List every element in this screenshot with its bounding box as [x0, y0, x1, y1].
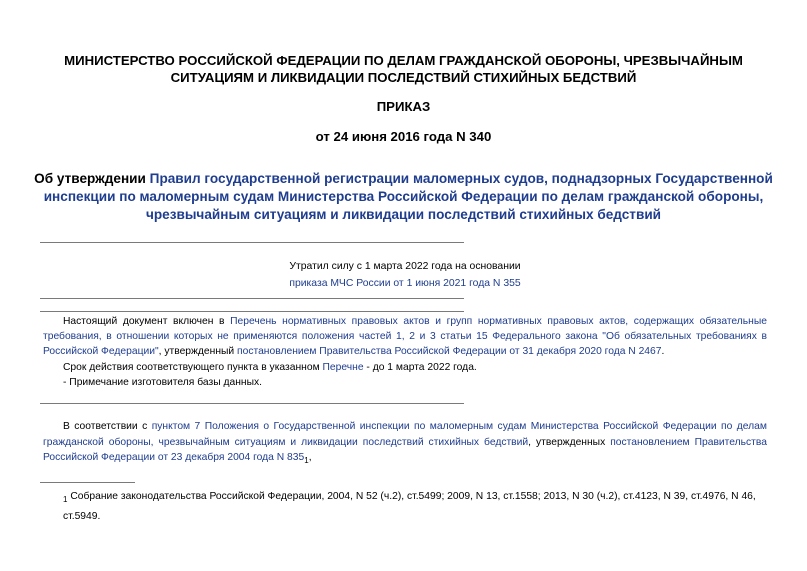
note-link-list[interactable]: Перечень нормативных правовых актов и групп нормативных правовых актов, содержащих обязательные требования, в отношении которых не применяются положения частей 1, 2 и 3 статьи 15 Федерального закона "Об обязательных требованиях в Российской Федерации" — [43, 316, 767, 358]
body-text — [43, 419, 767, 469]
note-paragraph-2 — [43, 360, 767, 375]
title-link-1[interactable]: Правил государственной регистрации маломерных судов, поднадзорных Государственной — [149, 171, 773, 186]
doc-date-number: от 24 июня 2016 года N 340 — [315, 129, 492, 144]
divider — [40, 298, 464, 299]
footnote-text: Собрание законодательства Российской Федерации, 2004, N 52 (ч.2), ст.5499; 2009, N 13, ст.1558; 2013, N 30 (ч.2), ст.4123, N 39, ст.4976, N 46, ст.5949. — [63, 491, 756, 523]
lost-force-text: Утратил силу с 1 марта 2022 года на основании — [289, 261, 521, 272]
note-text: Настоящий документ включен в — [63, 316, 231, 327]
body-text-mid: , утвержденных — [528, 436, 611, 448]
note-paragraph-3: - Примечание изготовителя базы данных. — [63, 376, 263, 388]
database-note — [43, 314, 767, 390]
ministry-line-1: МИНИСТЕРСТВО РОССИЙСКОЙ ФЕДЕРАЦИИ ПО ДЕЛАМ ГРАЖДАНСКОЙ ОБОРОНЫ, ЧРЕЗВЫЧАЙНЫМ — [64, 53, 743, 68]
lost-force-notice — [280, 258, 530, 292]
body-link-resolution[interactable]: постановлением Правительства Российской Федерации от 23 декабря 2004 года N 835 — [43, 436, 767, 464]
body-link-regulation[interactable]: пунктом 7 Положения о Государственной инспекции по маломерным судам Министерства Российской Федерации по делам гражданской обороны, чрезвычайным ситуациям и ликвидации последствий стихийных бедствий — [43, 421, 767, 448]
body-text-end: , — [308, 452, 312, 464]
title-line-1 — [0, 170, 807, 188]
title-prefix: Об утверждении — [34, 171, 150, 186]
divider — [40, 242, 464, 243]
body-paragraph — [43, 419, 767, 469]
ministry-heading — [0, 52, 807, 86]
document-title — [0, 170, 807, 224]
note-text: - до 1 марта 2022 года. — [363, 361, 477, 373]
note-link-perechen[interactable]: Перечне — [322, 361, 364, 373]
divider — [40, 403, 464, 404]
lost-force-link[interactable]: приказа МЧС России от 1 июня 2021 года N 355 — [289, 278, 521, 289]
note-text: , утвержденный — [158, 346, 238, 358]
doc-type: ПРИКАЗ — [376, 99, 431, 114]
footnote-mark: 1 — [63, 495, 68, 505]
body-text-start: В соответствии с — [63, 421, 152, 432]
footnote-ref[interactable]: 1 — [304, 456, 309, 466]
divider — [40, 311, 464, 312]
note-link-resolution[interactable]: постановлением Правительства Российской Федерации от 31 декабря 2020 года N 2467 — [237, 346, 662, 358]
footnote — [63, 488, 767, 525]
title-link-2[interactable]: инспекции по маломерным судам Министерства Российской Федерации по делам гражданской обороны, — [43, 189, 764, 204]
footnote-divider — [40, 482, 135, 483]
note-text: Срок действия соответствующего пункта в указанном — [63, 361, 323, 373]
note-paragraph-1 — [43, 314, 767, 360]
note-text: . — [661, 346, 665, 358]
title-link-3[interactable]: чрезвычайным ситуациям и ликвидации последствий стихийных бедствий — [145, 207, 662, 222]
ministry-line-2: СИТУАЦИЯМ И ЛИКВИДАЦИИ ПОСЛЕДСТВИЙ СТИХИЙНЫХ БЕДСТВИЙ — [170, 70, 637, 85]
